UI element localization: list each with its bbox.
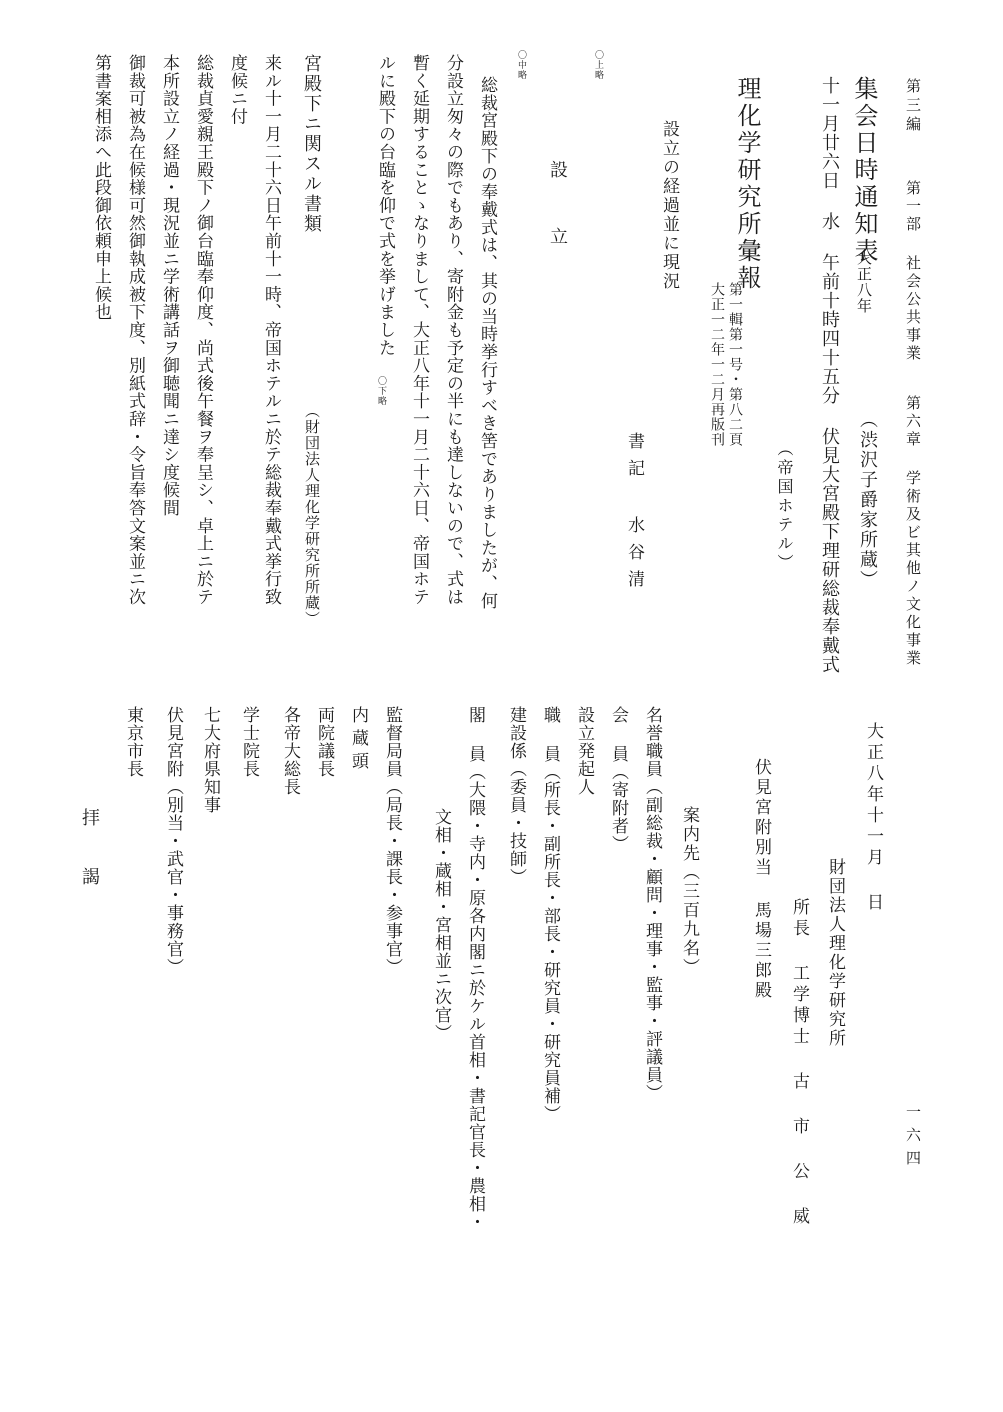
documents-body-line: 度候ニ付 [227,54,247,126]
bulletin-title: 理化学研究所彙報 [733,76,761,292]
header-chapter: 第六章 学術及ビ其他ノ文化事業 [904,395,922,668]
invitee-item: 学士院長 [239,706,259,778]
invitee-item: 両院議長 [314,706,334,778]
documents-title: 宮殿下ニ関スル書類 [301,54,322,234]
header-part: 第三編 [904,78,922,135]
documents-body-line: 総裁貞愛親王殿下ノ御台臨奉仰度、尚式後午餐ヲ奉呈シ、卓上ニ於テ [193,54,213,606]
invitee-item: 設立発起人 [574,706,594,796]
bulletin-ref-2: 大正一二年一二月再版刊 [709,282,725,447]
bulletin-body-line: ルに殿下の台臨を仰で式を挙げました [375,54,395,357]
bulletin-body-line: 暫く延期することゝなりまして、大正八年十一月二十六日、帝国ホテ [409,54,429,606]
bulletin-omit-top: 〇上略 [593,50,603,80]
documents-body-line: 来ル十一月二十六日午前十一時、帝国ホテルニ於テ総裁奉戴式挙行致 [261,54,281,606]
invitee-item: 伏見宮附（別当・武官・事務官） [163,706,183,976]
bulletin-omit-end: 〇下略 [376,376,386,406]
letter-addressee: 伏見宮附別当 馬場三郎殿 [751,758,771,1001]
header-section: 第一部 社会公共事業 [904,180,922,363]
bulletin-body-line: 分設立匆々の際でもあり、寄附金も予定の半にも達しないので、式は [443,54,463,606]
notice-source: （渋沢子爵家所蔵） [857,410,878,590]
notice-title: 集会日時通知表 [850,76,878,265]
notice-line: 十一月廿六日 水 午前十時四十五分 伏見大宮殿下理研総裁奉戴式 [819,76,840,674]
invitee-item: 各帝大総長 [280,706,300,796]
invitee-item: 内蔵頭 [348,706,368,775]
invitee-item: 職 員（所長・副所長・部長・研究員・研究員補） [540,706,560,1123]
documents-source: （財団法人理化学研究所所蔵） [303,403,321,627]
invitee-item: 会 員（寄附者） [608,706,628,853]
invitee-item: 監督局員（局長・課長・参事官） [382,706,402,976]
invitee-item: 建設係（委員・技師） [506,706,526,886]
notice-venue: （帝国ホテル） [775,440,794,573]
letter-signer: 所長 工学博士 古 市 公 威 [789,898,809,1228]
bulletin-body-line: 総裁宮殿下の奉戴式は、其の当時挙行すべき筈でありましたが、何 [477,76,497,610]
invitee-item: 東京市長 [123,706,143,778]
letter-org: 財団法人理化学研究所 [825,858,845,1048]
invitee-item: 七大府県知事 [200,706,220,814]
page-number: 一六四 [904,1104,922,1173]
documents-body-line: 第書案相添へ此段御依頼申上候也 [91,54,111,321]
notice-year: 大正八年 [855,250,873,314]
bulletin-ref-1: 第一輯第一号・第八二頁 [727,282,743,447]
invitee-item: 名誉職員（副総裁・顧問・理事・監事・評議員） [642,706,662,1102]
letter-date: 大正八年十一月 日 [863,722,883,914]
bulletin-subtitle: 設立の経過並に現況 [659,120,679,291]
documents-body-line: 御裁可被為在候様可然御執成被下度、別紙式辞・令旨奉答文案並ニ次 [125,54,145,606]
bulletin-author: 書記 水谷清 [624,432,644,597]
documents-body-line: 本所設立ノ経過・現況並ニ学術講話ヲ御聴聞ニ達シ度候間 [159,54,179,517]
invitees-heading: 案内先（三百九名） [679,806,699,977]
bulletin-heading: 設 立 [547,160,568,259]
invitee-item: 文相・蔵相・宮相並ニ次官） [431,808,451,1042]
invitee-item: 閣 員（大隈・寺内・原各内閣ニ於ケル首相・書記官長・農相・ [465,706,485,1231]
invitees-closing: 拝 謁 [79,808,100,895]
bulletin-omit-mid: 〇中略 [516,50,526,80]
